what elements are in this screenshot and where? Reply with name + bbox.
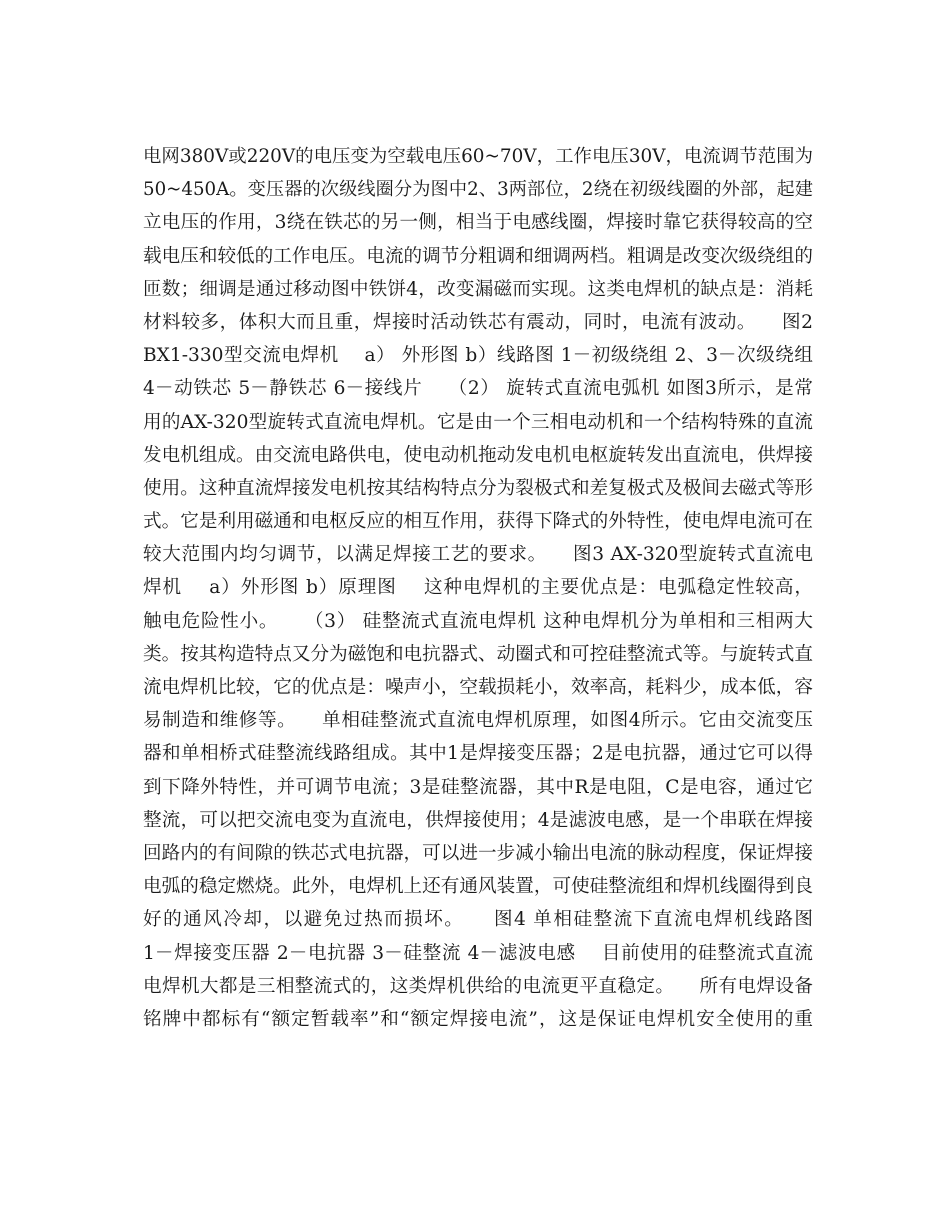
text-line: 易制造和维修等。 单相硅整流式直流电焊机原理，如图4所示。它由交流变压 [143,710,813,732]
text-line: 到下降外特性，并可调节电流；3是硅整流器，其中R是电阻，C是电容，通过它 [143,776,813,798]
text-line: 电弧的稳定燃烧。此外，电焊机上还有通风装置，可使硅整流组和焊机线圈得到良 [143,876,813,898]
text-line: 触电危险性小。 （3） 硅整流式直流电焊机 这种电焊机分为单相和三相两大 [143,610,813,632]
text-line: 类。按其构造特点又分为磁饱和电抗器式、动圈式和可控硅整流式等。与旋转式直 [143,643,813,665]
text-line: 1－焊接变压器 2－电抗器 3－硅整流 4－滤波电感 目前使用的硅整流式直流 [143,942,813,964]
text-line: 发电机组成。由交流电路供电，使电动机拖动发电机电枢旋转发出直流电，供焊接 [143,444,813,466]
text-line: 较大范围内均匀调节，以满足焊接工艺的要求。 图3 AX-320型旋转式直流电 [143,544,813,566]
text-line: 立电压的作用，3绕在铁芯的另一侧，相当于电感线圈，焊接时靠它获得较高的空 [143,212,813,234]
text-line: 50~450A。变压器的次级线圈分为图中2、3两部位，2绕在初级线圈的外部，起建 [143,179,813,201]
text-line: 铭牌中都标有“额定暂载率”和“额定焊接电流”，这是保证电焊机安全使用的重 [143,1008,813,1030]
text-line: 匝数；细调是通过移动图中铁饼4，改变漏磁而实现。这类电焊机的缺点是：消耗 [143,278,813,300]
text-line: 使用。这种直流焊接发电机按其结构特点分为裂极式和差复极式及极间去磁式等形 [143,477,813,499]
text-line: 焊机 a）外形图 b）原理图 这种电焊机的主要优点是：电弧稳定性较高， [143,577,813,599]
text-line: BX1-330型交流电焊机 a） 外形图 b）线路图 1－初级绕组 2、3－次级绕组 [143,345,813,367]
text-line: 电网380V或220V的电压变为空载电压60~70V，工作电压30V，电流调节范围为 [143,146,813,167]
body-text [143,140,813,1036]
text-line: 材料较多，体积大而且重，焊接时活动铁芯有震动，同时，电流有波动。 图2 [143,311,813,333]
text-line: 用的AX-320型旋转式直流电焊机。它是由一个三相电动机和一个结构特殊的直流 [143,411,813,433]
text-line: 好的通风冷却，以避免过热而损坏。 图4 单相硅整流下直流电焊机线路图 [143,909,813,931]
text-line: 式。它是利用磁通和电枢反应的相互作用，获得下降式的外特性，使电焊电流可在 [143,511,813,533]
text-line: 流电焊机比较，它的优点是：噪声小，空载损耗小，效率高，耗料少，成本低，容 [143,677,813,698]
text-line: 器和单相桥式硅整流线路组成。其中1是焊接变压器；2是电抗器，通过它可以得 [143,743,813,765]
text-line: 回路内的有间隙的铁芯式电抗器，可以进一步减小输出电流的脉动程度，保证焊接 [143,842,813,864]
text-line: 载电压和较低的工作电压。电流的调节分粗调和细调两档。粗调是改变次级绕组的 [143,245,813,267]
text-line: 电焊机大都是三相整流式的，这类焊机供给的电流更平直稳定。 所有电焊设备 [143,975,813,997]
text-line: 4－动铁芯 5－静铁芯 6－接线片 （2） 旋转式直流电弧机 如图3所示，是常 [143,378,813,400]
text-line: 整流，可以把交流电变为直流电，供焊接使用；4是滤波电感，是一个串联在焊接 [143,809,813,831]
